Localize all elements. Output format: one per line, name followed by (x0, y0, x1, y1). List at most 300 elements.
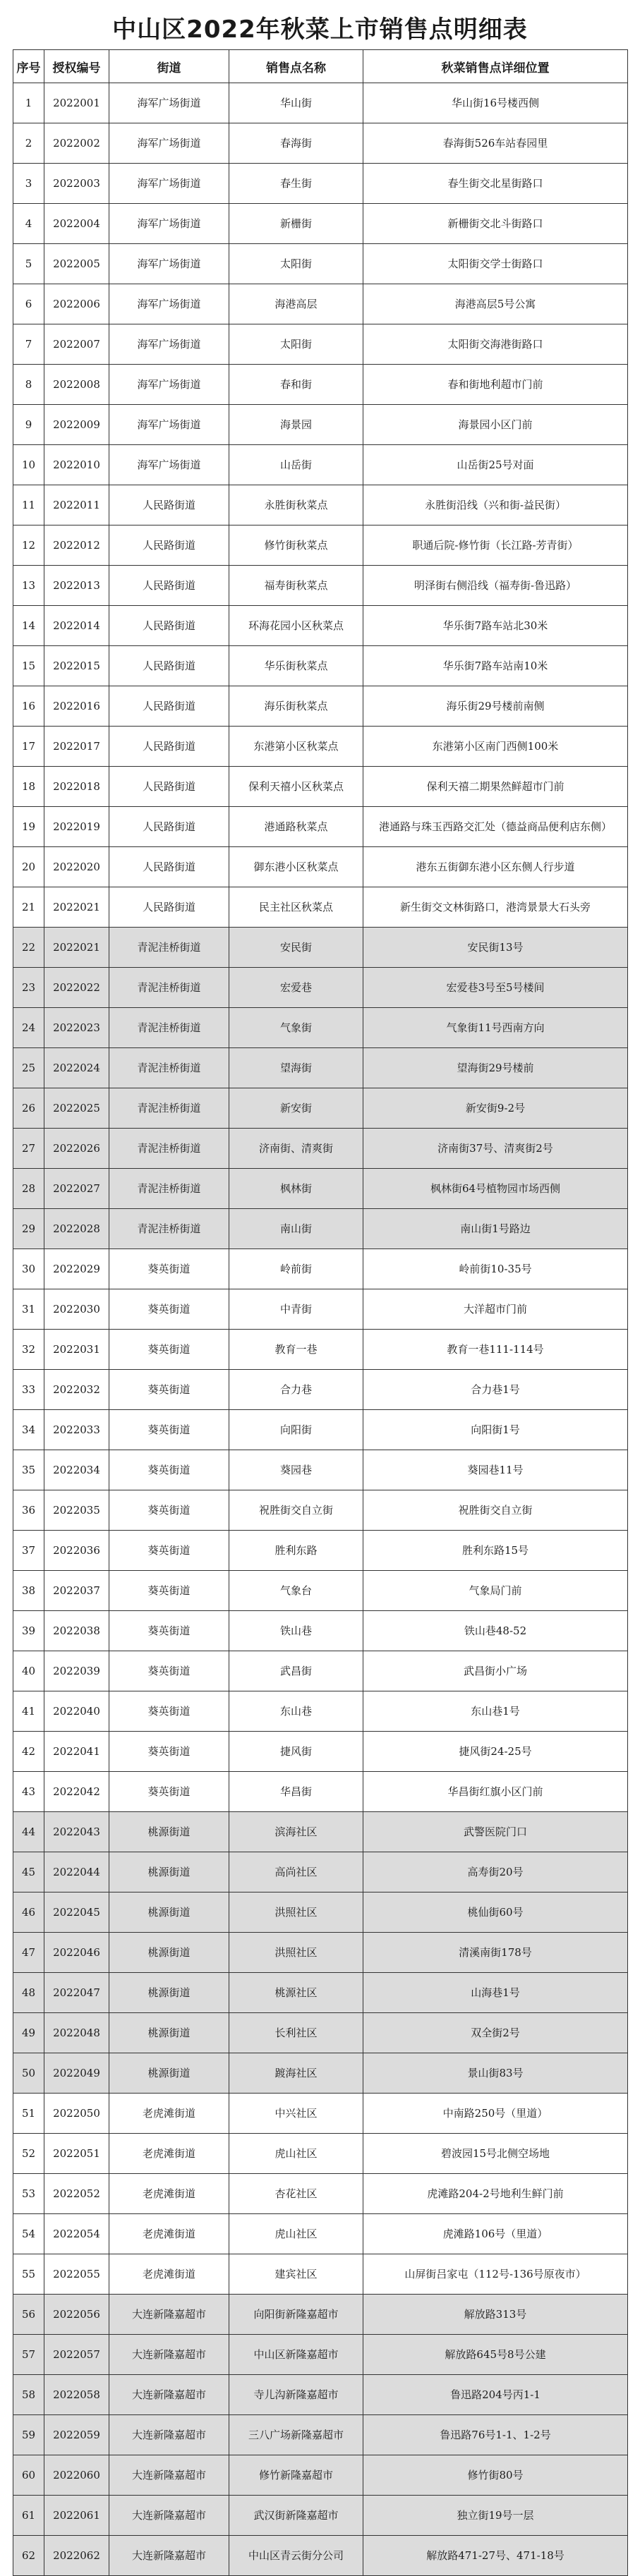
table-row (13, 887, 628, 928)
cell-addr: 南山街1号路边 (363, 1209, 628, 1249)
cell-no: 11 (13, 485, 44, 525)
cell-no: 50 (13, 2053, 44, 2094)
cell-street: 青泥洼桥街道 (109, 928, 229, 968)
cell-code: 2022056 (44, 2295, 109, 2335)
cell-street: 桃源街道 (109, 1892, 229, 1933)
cell-street: 桃源街道 (109, 1852, 229, 1892)
cell-street: 老虎滩街道 (109, 2094, 229, 2134)
cell-code: 2022052 (44, 2174, 109, 2214)
cell-code: 2022007 (44, 324, 109, 365)
cell-street: 海军广场街道 (109, 445, 229, 485)
cell-code: 2022057 (44, 2335, 109, 2375)
cell-point: 武汉街新隆嘉超市 (229, 2496, 363, 2536)
cell-addr: 气象街11号西南方向 (363, 1008, 628, 1048)
cell-code: 2022020 (44, 847, 109, 887)
cell-code: 2022006 (44, 284, 109, 324)
cell-no: 16 (13, 686, 44, 727)
table-row (13, 1008, 628, 1048)
cell-addr: 春生街交北星街路口 (363, 164, 628, 204)
cell-street: 青泥洼桥街道 (109, 1209, 229, 1249)
table-header-row (13, 50, 628, 83)
cell-addr: 葵园巷11号 (363, 1450, 628, 1490)
table-row (13, 204, 628, 244)
cell-code: 2022045 (44, 1892, 109, 1933)
cell-no: 21 (13, 887, 44, 928)
cell-code: 2022034 (44, 1450, 109, 1490)
table-row (13, 767, 628, 807)
cell-code: 2022014 (44, 606, 109, 646)
table-row (13, 1129, 628, 1169)
header-no: 序号 (13, 50, 44, 83)
cell-no: 17 (13, 727, 44, 767)
cell-code: 2022062 (44, 2536, 109, 2576)
cell-no: 41 (13, 1691, 44, 1732)
cell-code: 2022035 (44, 1490, 109, 1531)
cell-street: 人民路街道 (109, 606, 229, 646)
cell-addr: 华乐街7路车站南10米 (363, 646, 628, 686)
cell-point: 捷风街 (229, 1732, 363, 1772)
sales-point-table (13, 49, 628, 2576)
cell-no: 9 (13, 405, 44, 445)
cell-no: 30 (13, 1249, 44, 1289)
cell-code: 2022044 (44, 1852, 109, 1892)
cell-code: 2022009 (44, 405, 109, 445)
cell-addr: 新生街交文林街路口，港湾景景大石头旁 (363, 887, 628, 928)
cell-street: 桃源街道 (109, 1812, 229, 1852)
table-row (13, 1048, 628, 1088)
cell-point: 寺儿沟新隆嘉超市 (229, 2375, 363, 2415)
cell-street: 大连新隆嘉超市 (109, 2375, 229, 2415)
cell-code: 2022037 (44, 1571, 109, 1611)
table-row (13, 566, 628, 606)
cell-point: 向阳街新隆嘉超市 (229, 2295, 363, 2335)
cell-code: 2022013 (44, 566, 109, 606)
cell-code: 2022008 (44, 365, 109, 405)
cell-code: 2022059 (44, 2415, 109, 2455)
table-row (13, 83, 628, 123)
table-row (13, 525, 628, 566)
table-row (13, 686, 628, 727)
table-row (13, 1249, 628, 1289)
cell-code: 2022033 (44, 1410, 109, 1450)
cell-no: 47 (13, 1933, 44, 1973)
cell-point: 华山街 (229, 83, 363, 123)
cell-point: 新栅街 (229, 204, 363, 244)
table-row (13, 1691, 628, 1732)
table-row (13, 1611, 628, 1651)
cell-addr: 永胜街沿线（兴和街-益民街） (363, 485, 628, 525)
cell-addr: 胜利东路15号 (363, 1531, 628, 1571)
cell-addr: 港通路与珠玉西路交汇处（德益商品便利店东侧） (363, 807, 628, 847)
cell-addr: 华山街16号楼西侧 (363, 83, 628, 123)
cell-point: 中山区新隆嘉超市 (229, 2335, 363, 2375)
cell-point: 中山区青云街分公司 (229, 2536, 363, 2576)
cell-point: 济南街、清爽街 (229, 1129, 363, 1169)
cell-no: 14 (13, 606, 44, 646)
cell-street: 桃源街道 (109, 1933, 229, 1973)
cell-point: 太阳街 (229, 324, 363, 365)
cell-street: 葵英街道 (109, 1651, 229, 1691)
cell-street: 青泥洼桥街道 (109, 1088, 229, 1129)
cell-point: 春海街 (229, 123, 363, 164)
cell-street: 葵英街道 (109, 1611, 229, 1651)
cell-street: 大连新隆嘉超市 (109, 2295, 229, 2335)
cell-no: 29 (13, 1209, 44, 1249)
cell-no: 60 (13, 2455, 44, 2496)
cell-no: 52 (13, 2134, 44, 2174)
cell-addr: 解放路471-27号、471-18号 (363, 2536, 628, 2576)
cell-no: 5 (13, 244, 44, 284)
table-row (13, 807, 628, 847)
cell-street: 青泥洼桥街道 (109, 1169, 229, 1209)
table-row (13, 284, 628, 324)
cell-street: 大连新隆嘉超市 (109, 2536, 229, 2576)
cell-street: 葵英街道 (109, 1732, 229, 1772)
cell-addr: 铁山巷48-52 (363, 1611, 628, 1651)
cell-no: 46 (13, 1892, 44, 1933)
cell-no: 48 (13, 1973, 44, 2013)
cell-point: 南山街 (229, 1209, 363, 1249)
cell-street: 海军广场街道 (109, 365, 229, 405)
cell-street: 青泥洼桥街道 (109, 1048, 229, 1088)
cell-no: 19 (13, 807, 44, 847)
cell-no: 58 (13, 2375, 44, 2415)
cell-code: 2022048 (44, 2013, 109, 2053)
cell-no: 13 (13, 566, 44, 606)
cell-addr: 虎滩路106号（里道） (363, 2214, 628, 2254)
table-row (13, 1289, 628, 1330)
table-row (13, 1330, 628, 1370)
cell-point: 华昌街 (229, 1772, 363, 1812)
cell-addr: 独立街19号一层 (363, 2496, 628, 2536)
cell-point: 向阳街 (229, 1410, 363, 1450)
cell-addr: 解放路313号 (363, 2295, 628, 2335)
cell-street: 葵英街道 (109, 1249, 229, 1289)
cell-no: 44 (13, 1812, 44, 1852)
cell-no: 61 (13, 2496, 44, 2536)
cell-addr: 新安街9-2号 (363, 1088, 628, 1129)
cell-code: 2022043 (44, 1812, 109, 1852)
cell-point: 建宾社区 (229, 2254, 363, 2295)
cell-no: 10 (13, 445, 44, 485)
cell-street: 人民路街道 (109, 485, 229, 525)
cell-no: 15 (13, 646, 44, 686)
cell-addr: 山海巷1号 (363, 1973, 628, 2013)
cell-point: 东港第小区秋菜点 (229, 727, 363, 767)
cell-point: 永胜街秋菜点 (229, 485, 363, 525)
cell-no: 31 (13, 1289, 44, 1330)
cell-no: 32 (13, 1330, 44, 1370)
cell-addr: 武警医院门口 (363, 1812, 628, 1852)
cell-code: 2022051 (44, 2134, 109, 2174)
header-point: 销售点名称 (229, 50, 363, 83)
cell-point: 东山巷 (229, 1691, 363, 1732)
table-row (13, 1812, 628, 1852)
cell-street: 人民路街道 (109, 767, 229, 807)
cell-code: 2022005 (44, 244, 109, 284)
table-row (13, 1370, 628, 1410)
cell-no: 1 (13, 83, 44, 123)
table-row (13, 2053, 628, 2094)
cell-point: 修竹街秋菜点 (229, 525, 363, 566)
cell-street: 海军广场街道 (109, 204, 229, 244)
table-row (13, 646, 628, 686)
table-row (13, 2335, 628, 2375)
cell-point: 高尚社区 (229, 1852, 363, 1892)
cell-addr: 华乐街7路车站北30米 (363, 606, 628, 646)
cell-code: 2022027 (44, 1169, 109, 1209)
cell-street: 桃源街道 (109, 1973, 229, 2013)
cell-code: 2022012 (44, 525, 109, 566)
table-body (13, 83, 628, 2576)
cell-no: 20 (13, 847, 44, 887)
cell-point: 春生街 (229, 164, 363, 204)
cell-point: 长利社区 (229, 2013, 363, 2053)
cell-point: 铁山巷 (229, 1611, 363, 1651)
cell-code: 2022002 (44, 123, 109, 164)
cell-street: 海军广场街道 (109, 405, 229, 445)
cell-point: 港通路秋菜点 (229, 807, 363, 847)
cell-no: 28 (13, 1169, 44, 1209)
header-street: 街道 (109, 50, 229, 83)
cell-street: 海军广场街道 (109, 123, 229, 164)
cell-street: 桃源街道 (109, 2053, 229, 2094)
cell-street: 人民路街道 (109, 525, 229, 566)
cell-addr: 安民街13号 (363, 928, 628, 968)
cell-street: 人民路街道 (109, 727, 229, 767)
cell-no: 22 (13, 928, 44, 968)
cell-no: 37 (13, 1531, 44, 1571)
cell-code: 2022023 (44, 1008, 109, 1048)
cell-street: 青泥洼桥街道 (109, 1129, 229, 1169)
cell-street: 大连新隆嘉超市 (109, 2455, 229, 2496)
cell-street: 青泥洼桥街道 (109, 1008, 229, 1048)
cell-addr: 东山巷1号 (363, 1691, 628, 1732)
cell-point: 洪照社区 (229, 1892, 363, 1933)
cell-code: 2022024 (44, 1048, 109, 1088)
cell-point: 踱海社区 (229, 2053, 363, 2094)
cell-point: 新安街 (229, 1088, 363, 1129)
cell-street: 青泥洼桥街道 (109, 968, 229, 1008)
cell-street: 葵英街道 (109, 1531, 229, 1571)
cell-addr: 职通后院-修竹街（长江路-芳青街） (363, 525, 628, 566)
table-row (13, 445, 628, 485)
cell-addr: 大洋超市门前 (363, 1289, 628, 1330)
cell-point: 民主社区秋菜点 (229, 887, 363, 928)
cell-no: 56 (13, 2295, 44, 2335)
cell-addr: 保利天禧二期果然鲜超市门前 (363, 767, 628, 807)
cell-point: 枫林街 (229, 1169, 363, 1209)
cell-addr: 双全街2号 (363, 2013, 628, 2053)
cell-point: 合力巷 (229, 1370, 363, 1410)
cell-code: 2022030 (44, 1289, 109, 1330)
cell-street: 老虎滩街道 (109, 2174, 229, 2214)
cell-no: 3 (13, 164, 44, 204)
table-row (13, 1852, 628, 1892)
cell-no: 27 (13, 1129, 44, 1169)
table-row (13, 2174, 628, 2214)
cell-no: 55 (13, 2254, 44, 2295)
cell-addr: 修竹街80号 (363, 2455, 628, 2496)
cell-point: 华乐街秋菜点 (229, 646, 363, 686)
cell-street: 大连新隆嘉超市 (109, 2496, 229, 2536)
cell-street: 海军广场街道 (109, 324, 229, 365)
cell-addr: 山岳街25号对面 (363, 445, 628, 485)
cell-street: 海军广场街道 (109, 284, 229, 324)
table-row (13, 324, 628, 365)
cell-no: 42 (13, 1732, 44, 1772)
cell-street: 葵英街道 (109, 1410, 229, 1450)
cell-addr: 太阳街交海港街路口 (363, 324, 628, 365)
cell-addr: 明泽街右侧沿线（福寿街-鲁迅路） (363, 566, 628, 606)
cell-point: 海港高层 (229, 284, 363, 324)
cell-no: 2 (13, 123, 44, 164)
cell-point: 岭前街 (229, 1249, 363, 1289)
cell-point: 修竹新隆嘉超市 (229, 2455, 363, 2496)
cell-no: 23 (13, 968, 44, 1008)
cell-no: 49 (13, 2013, 44, 2053)
cell-street: 老虎滩街道 (109, 2134, 229, 2174)
cell-code: 2022022 (44, 968, 109, 1008)
table-row (13, 2496, 628, 2536)
cell-addr: 海乐街29号楼前南侧 (363, 686, 628, 727)
cell-code: 2022019 (44, 807, 109, 847)
cell-addr: 济南街37号、清爽街2号 (363, 1129, 628, 1169)
cell-addr: 清溪南街178号 (363, 1933, 628, 1973)
cell-code: 2022060 (44, 2455, 109, 2496)
cell-addr: 景山街83号 (363, 2053, 628, 2094)
cell-addr: 山屏街吕家屯（112号-136号原夜市） (363, 2254, 628, 2295)
cell-point: 中兴社区 (229, 2094, 363, 2134)
cell-no: 51 (13, 2094, 44, 2134)
cell-point: 滨海社区 (229, 1812, 363, 1852)
page-title: 中山区2022年秋菜上市销售点明细表 (112, 16, 528, 44)
table-row (13, 606, 628, 646)
cell-code: 2022038 (44, 1611, 109, 1651)
cell-addr: 海景园小区门前 (363, 405, 628, 445)
cell-no: 4 (13, 204, 44, 244)
cell-street: 葵英街道 (109, 1370, 229, 1410)
cell-no: 33 (13, 1370, 44, 1410)
cell-code: 2022036 (44, 1531, 109, 1571)
cell-point: 教育一巷 (229, 1330, 363, 1370)
cell-street: 人民路街道 (109, 807, 229, 847)
cell-point: 海景园 (229, 405, 363, 445)
cell-code: 2022016 (44, 686, 109, 727)
cell-street: 人民路街道 (109, 566, 229, 606)
cell-code: 2022017 (44, 727, 109, 767)
cell-no: 39 (13, 1611, 44, 1651)
cell-addr: 春海街526车站春园里 (363, 123, 628, 164)
cell-code: 2022031 (44, 1330, 109, 1370)
cell-no: 40 (13, 1651, 44, 1691)
cell-street: 大连新隆嘉超市 (109, 2415, 229, 2455)
cell-point: 望海街 (229, 1048, 363, 1088)
cell-street: 人民路街道 (109, 887, 229, 928)
cell-code: 2022061 (44, 2496, 109, 2536)
cell-addr: 海港高层5号公寓 (363, 284, 628, 324)
table-row (13, 164, 628, 204)
cell-addr: 合力巷1号 (363, 1370, 628, 1410)
cell-no: 53 (13, 2174, 44, 2214)
cell-street: 葵英街道 (109, 1330, 229, 1370)
table-row (13, 365, 628, 405)
table-row (13, 727, 628, 767)
table-row (13, 405, 628, 445)
cell-code: 2022041 (44, 1732, 109, 1772)
cell-street: 葵英街道 (109, 1691, 229, 1732)
table-row (13, 2375, 628, 2415)
cell-code: 2022032 (44, 1370, 109, 1410)
cell-code: 2022025 (44, 1088, 109, 1129)
cell-street: 老虎滩街道 (109, 2214, 229, 2254)
cell-street: 大连新隆嘉超市 (109, 2335, 229, 2375)
cell-no: 8 (13, 365, 44, 405)
table-row (13, 1450, 628, 1490)
table-row (13, 2295, 628, 2335)
cell-code: 2022058 (44, 2375, 109, 2415)
cell-code: 2022021 (44, 928, 109, 968)
table-row (13, 1772, 628, 1812)
cell-code: 2022003 (44, 164, 109, 204)
cell-addr: 气象局门前 (363, 1571, 628, 1611)
cell-no: 12 (13, 525, 44, 566)
table-row (13, 928, 628, 968)
cell-point: 虎山社区 (229, 2134, 363, 2174)
cell-street: 海军广场街道 (109, 244, 229, 284)
cell-point: 福寿街秋菜点 (229, 566, 363, 606)
cell-addr: 枫林街64号植物园市场西侧 (363, 1169, 628, 1209)
table-row (13, 1571, 628, 1611)
cell-code: 2022047 (44, 1973, 109, 2013)
cell-no: 26 (13, 1088, 44, 1129)
cell-addr: 太阳街交学士街路口 (363, 244, 628, 284)
cell-point: 桃源社区 (229, 1973, 363, 2013)
table-row (13, 2094, 628, 2134)
cell-street: 葵英街道 (109, 1571, 229, 1611)
cell-no: 35 (13, 1450, 44, 1490)
table-row (13, 2013, 628, 2053)
cell-no: 59 (13, 2415, 44, 2455)
cell-point: 海乐街秋菜点 (229, 686, 363, 727)
cell-code: 2022049 (44, 2053, 109, 2094)
cell-point: 武昌街 (229, 1651, 363, 1691)
cell-no: 25 (13, 1048, 44, 1088)
table-row (13, 1490, 628, 1531)
table-row (13, 847, 628, 887)
table-row (13, 2415, 628, 2455)
table-row (13, 1892, 628, 1933)
cell-code: 2022004 (44, 204, 109, 244)
cell-point: 祝胜街交自立街 (229, 1490, 363, 1531)
cell-code: 2022018 (44, 767, 109, 807)
cell-point: 气象街 (229, 1008, 363, 1048)
cell-addr: 中南路250号（里道） (363, 2094, 628, 2134)
table-row (13, 2536, 628, 2576)
cell-addr: 解放路645号8号公建 (363, 2335, 628, 2375)
cell-addr: 武昌街小广场 (363, 1651, 628, 1691)
cell-code: 2022050 (44, 2094, 109, 2134)
cell-code: 2022010 (44, 445, 109, 485)
cell-addr: 碧波园15号北侧空场地 (363, 2134, 628, 2174)
table-row (13, 968, 628, 1008)
cell-street: 葵英街道 (109, 1450, 229, 1490)
cell-no: 24 (13, 1008, 44, 1048)
cell-code: 2022040 (44, 1691, 109, 1732)
cell-code: 2022039 (44, 1651, 109, 1691)
cell-no: 34 (13, 1410, 44, 1450)
table-row (13, 1531, 628, 1571)
